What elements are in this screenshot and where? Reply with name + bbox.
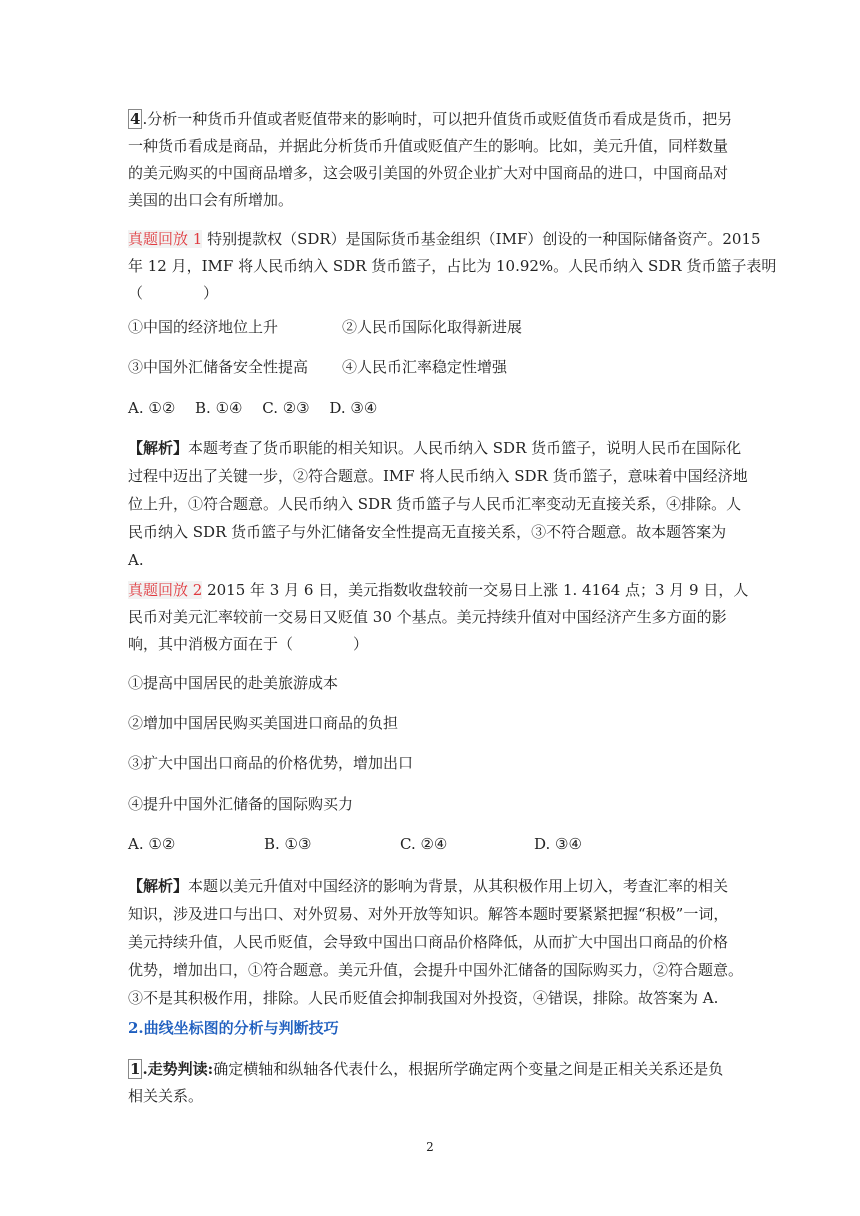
q1-item: ③中国外汇储备安全性提高 (128, 358, 309, 376)
section-heading (128, 1015, 734, 1042)
section-label: .走势判读: (142, 1060, 214, 1078)
intro-line-4: 美国的出口会有所增加。 (128, 191, 294, 209)
page-number: 2 (426, 1140, 434, 1154)
q1-analysis-line-4: 民币纳入 SDR 货币篮子与外汇储备安全性提高无直接关系，③不符合题意。故本题答案为 (128, 523, 727, 541)
question-tag: 真题回放 2 (128, 581, 203, 599)
q1-analysis (128, 434, 748, 574)
section-line-2: 相关关系。 (128, 1087, 204, 1105)
q2-options (128, 831, 734, 858)
q1-options (128, 395, 734, 422)
q2-option: A. ①② (128, 835, 176, 853)
q2-item-4: ④提升中国外汇储备的国际购买力 (128, 795, 354, 813)
q2-option: D. ③④ (534, 835, 582, 853)
analysis-label: 【解析】 (128, 877, 189, 895)
section-line-1: 1 .走势判读:确定横轴和纵轴各代表什么，根据所学确定两个变量之间是正相关关系还是负 (130, 1060, 724, 1078)
q2-option: B. ①③ (264, 835, 312, 853)
q1-analysis-line-3: 位上升，①符合题意。人民币纳入 SDR 货币篮子与人民币汇率变动无直接关系，④排除。人 (128, 495, 742, 513)
q1-analysis-line-1: 【解析】本题考查了货币职能的相关知识。人民币纳入 SDR 货币篮子，说明人民币在国际化 (128, 439, 742, 457)
analysis-label: 【解析】 (128, 439, 189, 457)
q2-analysis-line-2: 知识，涉及进口与出口、对外贸易、对外开放等知识。解答本题时要紧紧把握“积极”一词， (128, 905, 729, 923)
q2-analysis-line-4: 优势，增加出口，①符合题意。美元升值，会提升中国外汇储备的国际购买力，②符合题意。 (128, 961, 744, 979)
q1-items-row-1 (128, 314, 734, 341)
question-tag: 真题回放 1 (128, 230, 203, 248)
q1-item: ④人民币汇率稳定性增强 (342, 358, 508, 376)
q1-item: ②人民币国际化取得新进展 (342, 318, 523, 336)
intro-line-3: 的美元购买的中国商品增多，这会吸引美国的外贸企业扩大对中国商品的进口，中国商品对 (128, 164, 729, 182)
q1-line-1: 真题回放 1 特别提款权（SDR）是国际货币基金组织（IMF）创设的一种国际储备资产。2015 (128, 230, 761, 248)
q2-line-3: 响，其中消极方面在于（ ） (128, 635, 369, 653)
item-number: 4 (130, 110, 141, 128)
question-2-stem (128, 577, 749, 658)
intro-line-1: 4 .分析一种货币升值或者贬值带来的影响时，可以把升值货币或贬值货币看成是货币，把另 (130, 110, 733, 128)
q2-analysis-line-3: 美元持续升值，人民币贬值，会导致中国出口商品价格降低，从而扩大中国出口商品的价格 (128, 933, 729, 951)
intro-line-2: 一种货币看成是商品，并据此分析货币升值或贬值产生的影响。比如，美元升值，同样数量 (128, 137, 729, 155)
q1-option-line: A. ①② B. ①④ C. ②③ D. ③④ (128, 399, 378, 417)
intro-paragraph (128, 106, 734, 214)
q1-line-3: （ ） (128, 284, 219, 302)
question-1-stem (128, 226, 777, 307)
q1-items-row-2 (128, 354, 734, 381)
q2-line-2: 民币对美元汇率较前一交易日又贬值 30 个基点。美元持续升值对中国经济产生多方面的影 (128, 608, 727, 626)
q2-analysis (128, 872, 744, 1012)
q2-analysis-line-5: ③不是其积极作用，排除。人民币贬值会抑制我国对外投资，④错误，排除。故答案为 A. (128, 989, 719, 1007)
q1-item: ①中国的经济地位上升 (128, 318, 279, 336)
q1-analysis-line-5: A. (128, 551, 144, 569)
q2-item-1: ①提高中国居民的赴美旅游成本 (128, 674, 339, 692)
q1-line-2: 年 12 月，IMF 将人民币纳入 SDR 货币篮子，占比为 10.92%。人民币纳入 SDR 货币篮子表明 (128, 257, 777, 275)
q2-option: C. ②④ (400, 835, 448, 853)
q2-analysis-line-1: 【解析】本题以美元升值对中国经济的影响为背景，从其积极作用上切入，考查汇率的相关 (128, 877, 729, 895)
q2-item-2: ②增加中国居民购买美国进口商品的负担 (128, 714, 399, 732)
section-paragraph (128, 1056, 734, 1110)
q2-item-3: ③扩大中国出口商品的价格优势，增加出口 (128, 754, 414, 772)
q1-analysis-line-2: 过程中迈出了关键一步，②符合题意。IMF 将人民币纳入 SDR 货币篮子，意味着中国经济地 (128, 467, 748, 485)
section-heading-text: 2.曲线坐标图的分析与判断技巧 (128, 1019, 339, 1037)
item-number: 1 (130, 1060, 141, 1078)
q2-line-1: 真题回放 2 2015 年 3 月 6 日，美元指数收盘较前一交易日上涨 1. 4164 点；3 月 9 日，人 (128, 581, 749, 599)
